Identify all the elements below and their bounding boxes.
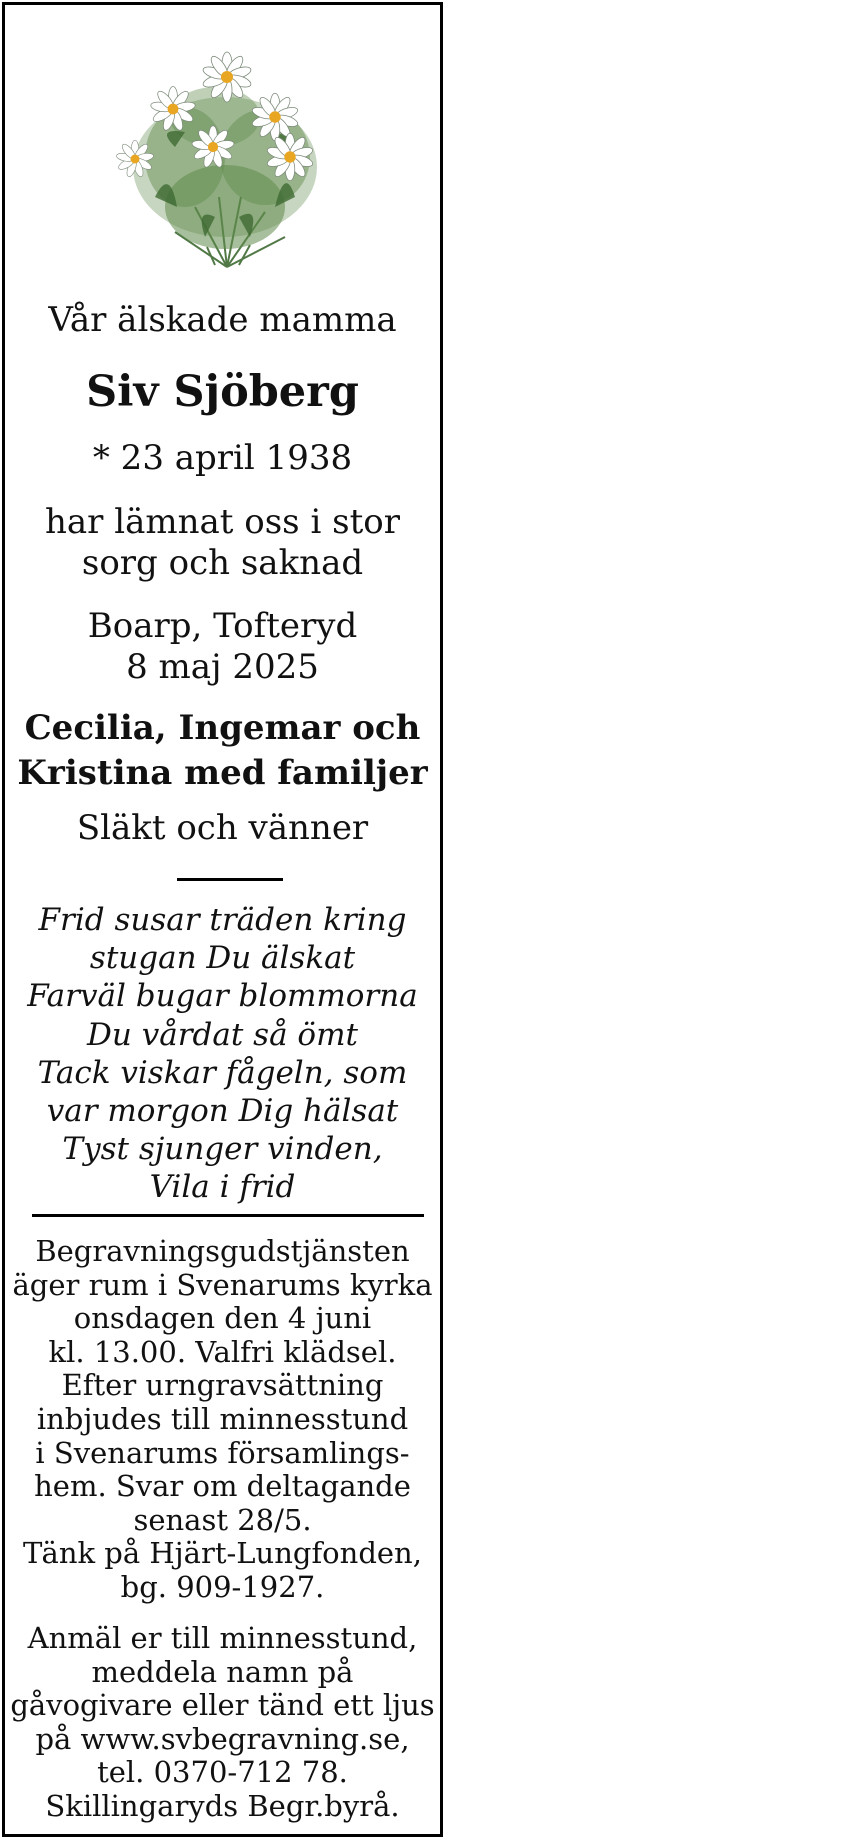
poem-line: stugan Du älskat <box>89 940 356 977</box>
service-line: hem. Svar om deltagande <box>34 1469 411 1504</box>
daisy-bouquet-illustration <box>115 47 340 272</box>
website-link-line[interactable]: på www.svbegravning.se, <box>35 1721 410 1756</box>
poem-line: Vila i frid <box>149 1169 296 1206</box>
service-line: Efter urngravsättning <box>61 1368 384 1403</box>
family-line: Cecilia, Ingemar och <box>24 708 421 748</box>
poem-line: var morgon Dig hälsat <box>46 1093 399 1130</box>
birth-date: * 23 april 1938 <box>92 438 353 478</box>
intro-line: Vår älskade mamma <box>48 300 397 340</box>
service-line: bg. 909-1927. <box>120 1569 325 1604</box>
poem-line: Frid susar träden kring <box>38 902 407 938</box>
contact-line: Anmäl er till minnesstund, <box>27 1621 418 1655</box>
funeral-service-info <box>5 1235 440 1605</box>
place-line: Boarp, Tofteryd <box>87 606 358 646</box>
death-notice <box>2 2 443 1837</box>
poem-line: Farväl bugar blommorna <box>27 978 418 1015</box>
service-line: i Svenarums församlings- <box>35 1435 410 1470</box>
poem-line: Tyst sjunger vinden, <box>62 1131 383 1168</box>
message-line: sorg och saknad <box>81 543 364 583</box>
service-line: inbjudes till minnesstund <box>36 1401 409 1436</box>
memorial-poem <box>5 901 440 1207</box>
short-divider <box>177 878 283 881</box>
relatives-line: Släkt och vänner <box>76 808 369 848</box>
family-line: Kristina med familjer <box>17 753 428 793</box>
poem-line: Tack viskar fågeln, som <box>37 1054 408 1091</box>
contact-line: gåvogivare eller tänd ett ljus <box>10 1688 435 1723</box>
service-line: Begravningsgudstjänsten <box>35 1234 410 1268</box>
phone-line: tel. 0370-712 78. <box>97 1755 348 1790</box>
service-line: senast 28/5. <box>133 1502 312 1537</box>
message-line: har lämnat oss i stor <box>45 502 400 542</box>
service-line: kl. 13.00. Valfri klädsel. <box>48 1334 397 1369</box>
death-date: 8 maj 2025 <box>126 647 319 687</box>
service-line: Tänk på Hjärt-Lungfonden, <box>23 1536 422 1571</box>
deceased-name: Siv Sjöberg <box>86 367 359 417</box>
poem-line: Du vårdat så ömt <box>87 1016 358 1053</box>
service-line: onsdagen den 4 juni <box>73 1301 372 1336</box>
funeral-home-contact <box>5 1622 440 1824</box>
contact-line: meddela namn på <box>91 1654 354 1689</box>
funeral-home-name: Skillingaryds Begr.byrå. <box>45 1788 400 1823</box>
long-divider <box>32 1214 424 1217</box>
service-line: äger rum i Svenarums kyrka <box>12 1267 433 1302</box>
